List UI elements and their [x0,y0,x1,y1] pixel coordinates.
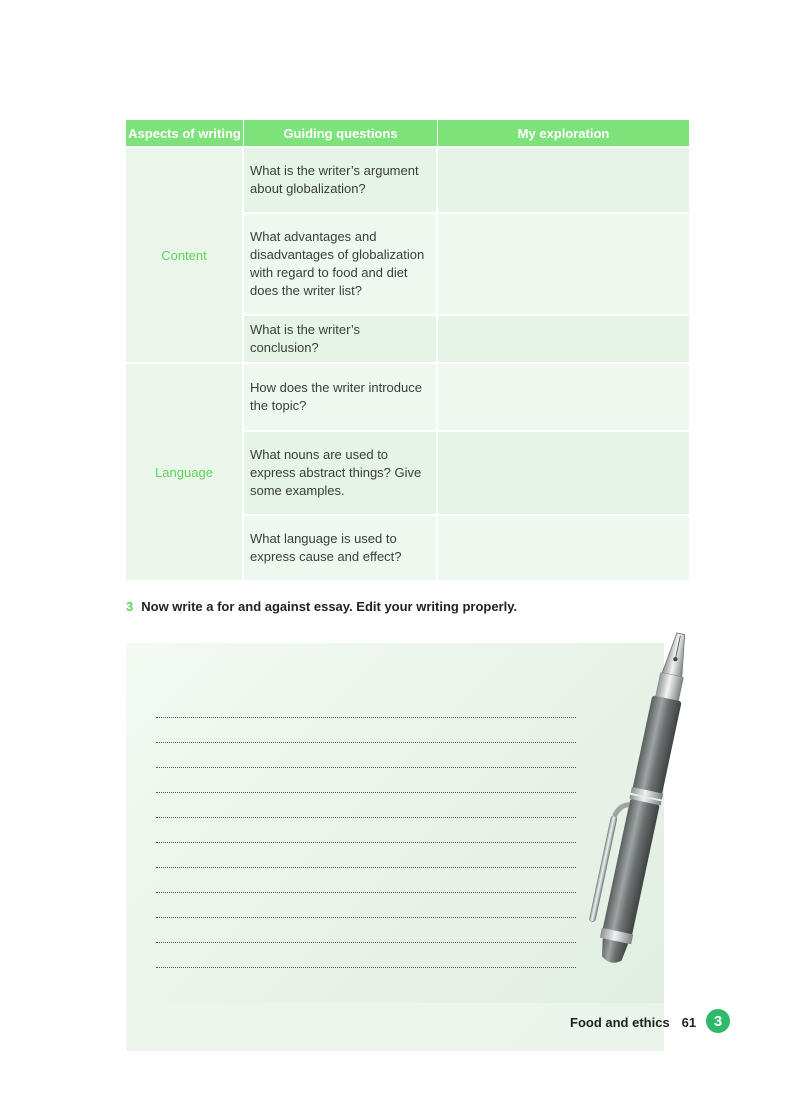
table-row [244,364,689,432]
header-guiding-questions: Guiding questions [244,120,438,146]
exploration-cell[interactable] [438,364,689,430]
writing-line[interactable] [156,792,576,793]
task-number: 3 [126,599,134,614]
exploration-cell[interactable] [438,432,689,514]
table-row [244,148,689,214]
writing-line[interactable] [156,767,576,768]
writing-line[interactable] [156,717,576,718]
writing-line[interactable] [156,942,576,943]
aspect-label: Language [126,364,244,580]
exploration-cell[interactable] [438,214,689,314]
table-header [126,120,689,146]
aspect-label: Content [126,148,244,362]
writing-line[interactable] [156,867,576,868]
guiding-question: What advantages and disadvantages of globalization with regard to food and diet does the writer list? [244,214,438,314]
writing-line[interactable] [156,917,576,918]
writing-line[interactable] [156,967,576,968]
unit-badge: 3 [706,1009,730,1033]
task-instruction [126,599,517,614]
writing-lines[interactable] [156,717,576,992]
section-title: Food and ethics [570,1015,670,1030]
exploration-cell[interactable] [438,316,689,362]
header-my-exploration: My exploration [517,125,610,141]
exploration-table [126,120,689,580]
writing-line[interactable] [156,842,576,843]
exploration-cell[interactable] [438,516,689,580]
exploration-cell[interactable] [438,148,689,212]
table-row [244,516,689,580]
header-aspects: Aspects of writing [126,120,244,146]
group-content [126,146,689,362]
guiding-question: What is the writer’s argument about globalization? [244,148,438,212]
task-text: Now write a for and against essay. Edit your writing properly. [141,599,518,614]
writing-line[interactable] [156,742,576,743]
table-row [244,316,689,362]
page-footer [570,1015,696,1030]
page-number: 61 [681,1015,697,1030]
fountain-pen-icon [585,622,705,982]
guiding-question: What nouns are used to express abstract things? Give some examples. [244,432,438,514]
table-row [244,214,689,316]
guiding-question: What is the writer’s conclusion? [244,316,438,362]
guiding-question: What language is used to express cause and effect? [244,516,438,580]
group-language [126,362,689,580]
writing-line[interactable] [156,817,576,818]
writing-line[interactable] [156,892,576,893]
table-row [244,432,689,516]
guiding-question: How does the writer introduce the topic? [244,364,438,430]
